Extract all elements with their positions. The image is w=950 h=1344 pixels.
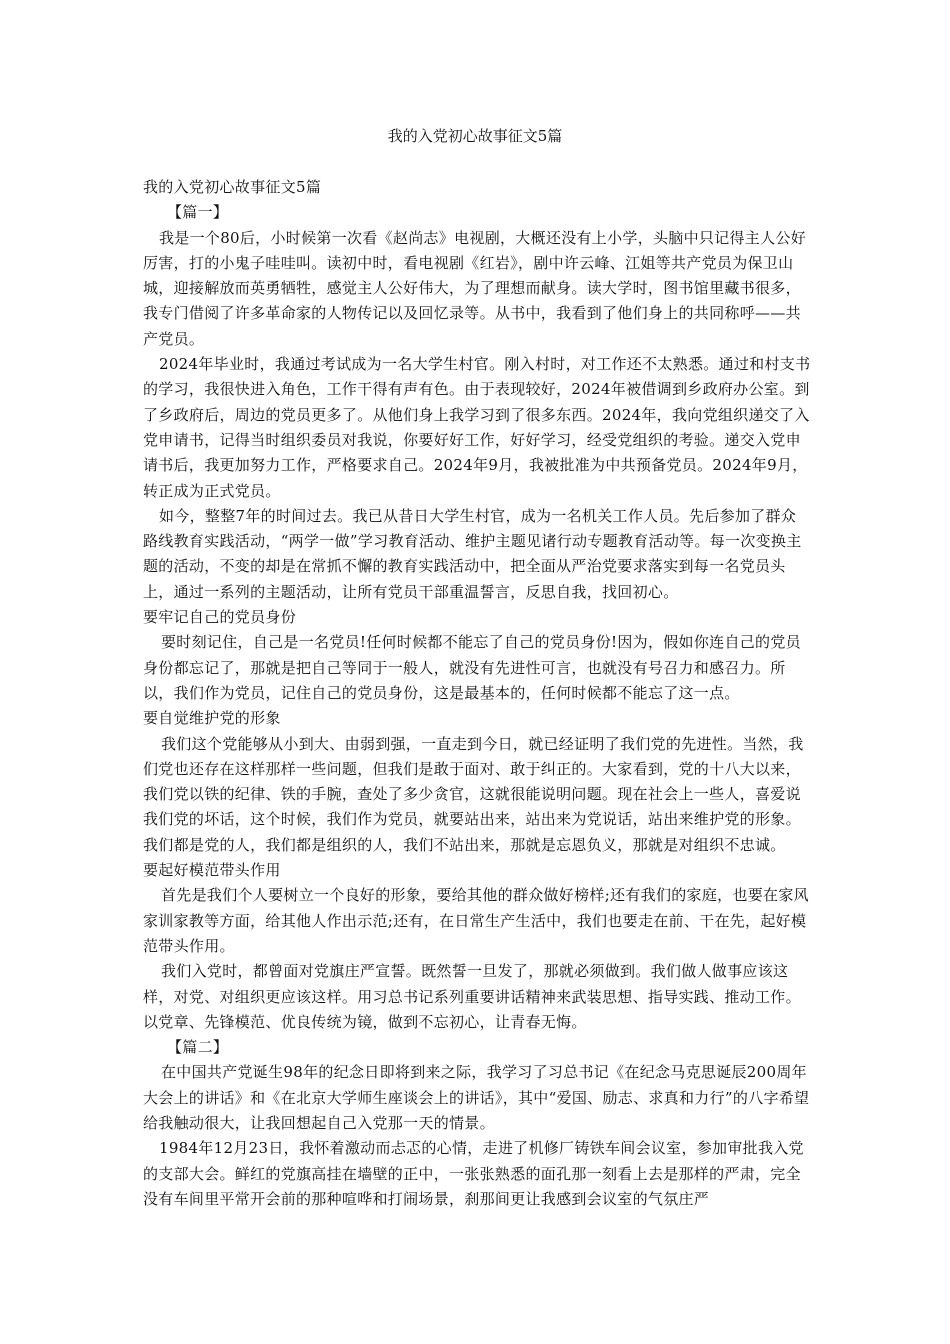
paragraph: 2024年毕业时，我通过考试成为一名大学生村官。刚入村时，对工作还不太熟悉。通过和村支书的学习，我很快进入角色，工作干得有声有色。由于表现较好，2024年被借调到乡政府办公室。到了乡政府后，周边的党员更多了。从他们身上我学习到了很多东西。2024年，我向党组织递交了入党申请书，记得当时组织委员对我说，你要好好工作，好好学习，经受党组织的考验。递交入党申请书后，我更加努力工作，严格要求自己。2024年9月，我被批准为中共预备党员。2024年9月，转正成为正式党员。 [143,355,811,500]
paragraph: 我是一个80后，小时候第一次看《赵尚志》电视剧，大概还没有上小学，头脑中只记得主人公好厉害，打的小鬼子哇哇叫。读初中时，看电视剧《红岩》，剧中许云峰、江姐等共产党员为保卫山城，迎接解放而英勇牺牲，感觉主人公好伟大，为了理想而献身。读大学时，图书馆里藏书很多，我专门借阅了许多革命家的人物传记以及回忆录等。从书中，我看到了他们身上的共同称呼——共产党员。 [143,228,806,348]
subheading: 要起好模范带头作用 [143,861,281,880]
heading-line: 我的入党初心故事征文5篇 [143,178,322,196]
paragraph: 我们这个党能够从小到大、由弱到强，一直走到今日，就已经证明了我们党的先进性。当然，我们党也还存在这样那样一些问题，但我们是敢于面对、敢于纠正的。大家看到，党的十八大以来，我们党以铁的纪律、铁的手腕，查处了多少贪官，这就很能说明问题。现在社会上一些人，喜爱说我们党的坏话，这个时候，我们作为党员，就要站出来，站出来为党说话，站出来维护党的形象。我们都是党的人，我们都是组织的人，我们不站出来，那就是忘恩负义，那就是对组织不忠诚。 [143,734,804,854]
subheading: 要自觉维护党的形象 [143,709,281,728]
paragraph: 在中国共产党诞生98年的纪念日即将到来之际，我学习了习总书记《在纪念马克思诞辰200周年大会上的讲话》和《在北京大学师生座谈会上的讲话》，其中“爱国、励志、求真和力行”的八字希望给我触动很大，让我回想起自己入党那一天的情景。 [143,1063,810,1132]
section-tag-1: 【篇一】 [167,203,229,222]
paragraph: 我们入党时，都曾面对党旗庄严宣誓。既然誓一旦发了，那就必须做到。我们做人做事应该这样，对党、对组织更应该这样。用习总书记系列重要讲话精神来武装思想、指导实践、推动工作。以党章、先锋模范、优良传统为镜，做到不忘初心，让青春无悔。 [143,962,801,1031]
paragraph: 要时刻记住，自己是一名党员!任何时候都不能忘了自己的党员身份!因为，假如你连自己的党员身份都忘记了，那就是把自己等同于一般人，就没有先进性可言，也就没有号召力和感召力。所以，我们作为党员，记住自己的党员身份，这是最基本的，任何时候都不能忘了这一点。 [143,633,801,702]
section-tag-2: 【篇二】 [167,1038,229,1057]
subheading: 要牢记自己的党员身份 [143,608,297,627]
document-title: 我的入党初心故事征文5篇 [387,127,563,145]
paragraph: 如今，整整7年的时间过去。我已从昔日大学生村官，成为一名机关工作人员。先后参加了群众路线教育实践活动，“两学一做”学习教育活动、维护主题见诸行动专题教育活动等。每一次变换主题的活动，不变的却是在常抓不懈的教育实践活动中，把全面从严治党要求落实到每一名党员头上，通过一系列的主题活动，让所有党员干部重温誓言，反思自我，找回初心。 [143,506,802,601]
paragraph: 1984年12月23日，我怀着激动而忐忑的心情，走进了机修厂铸铁车间会议室，参加审批我入党的支部大会。鲜红的党旗高挂在墙壁的正中，一张张熟悉的面孔那一刻看上去是那样的严肃，完全没有车间里平常开会前的那种喧哗和打闹场景，刹那间更让我感到会议室的气氛庄严 [143,1139,804,1208]
document-body [143,175,811,1212]
paragraph: 首先是我们个人要树立一个良好的形象，要给其他的群众做好榜样;还有我们的家庭，也要在家风家训家教等方面，给其他人作出示范;还有，在日常生产生活中，我们也要走在前、干在先，起好模范带头作用。 [143,886,809,955]
